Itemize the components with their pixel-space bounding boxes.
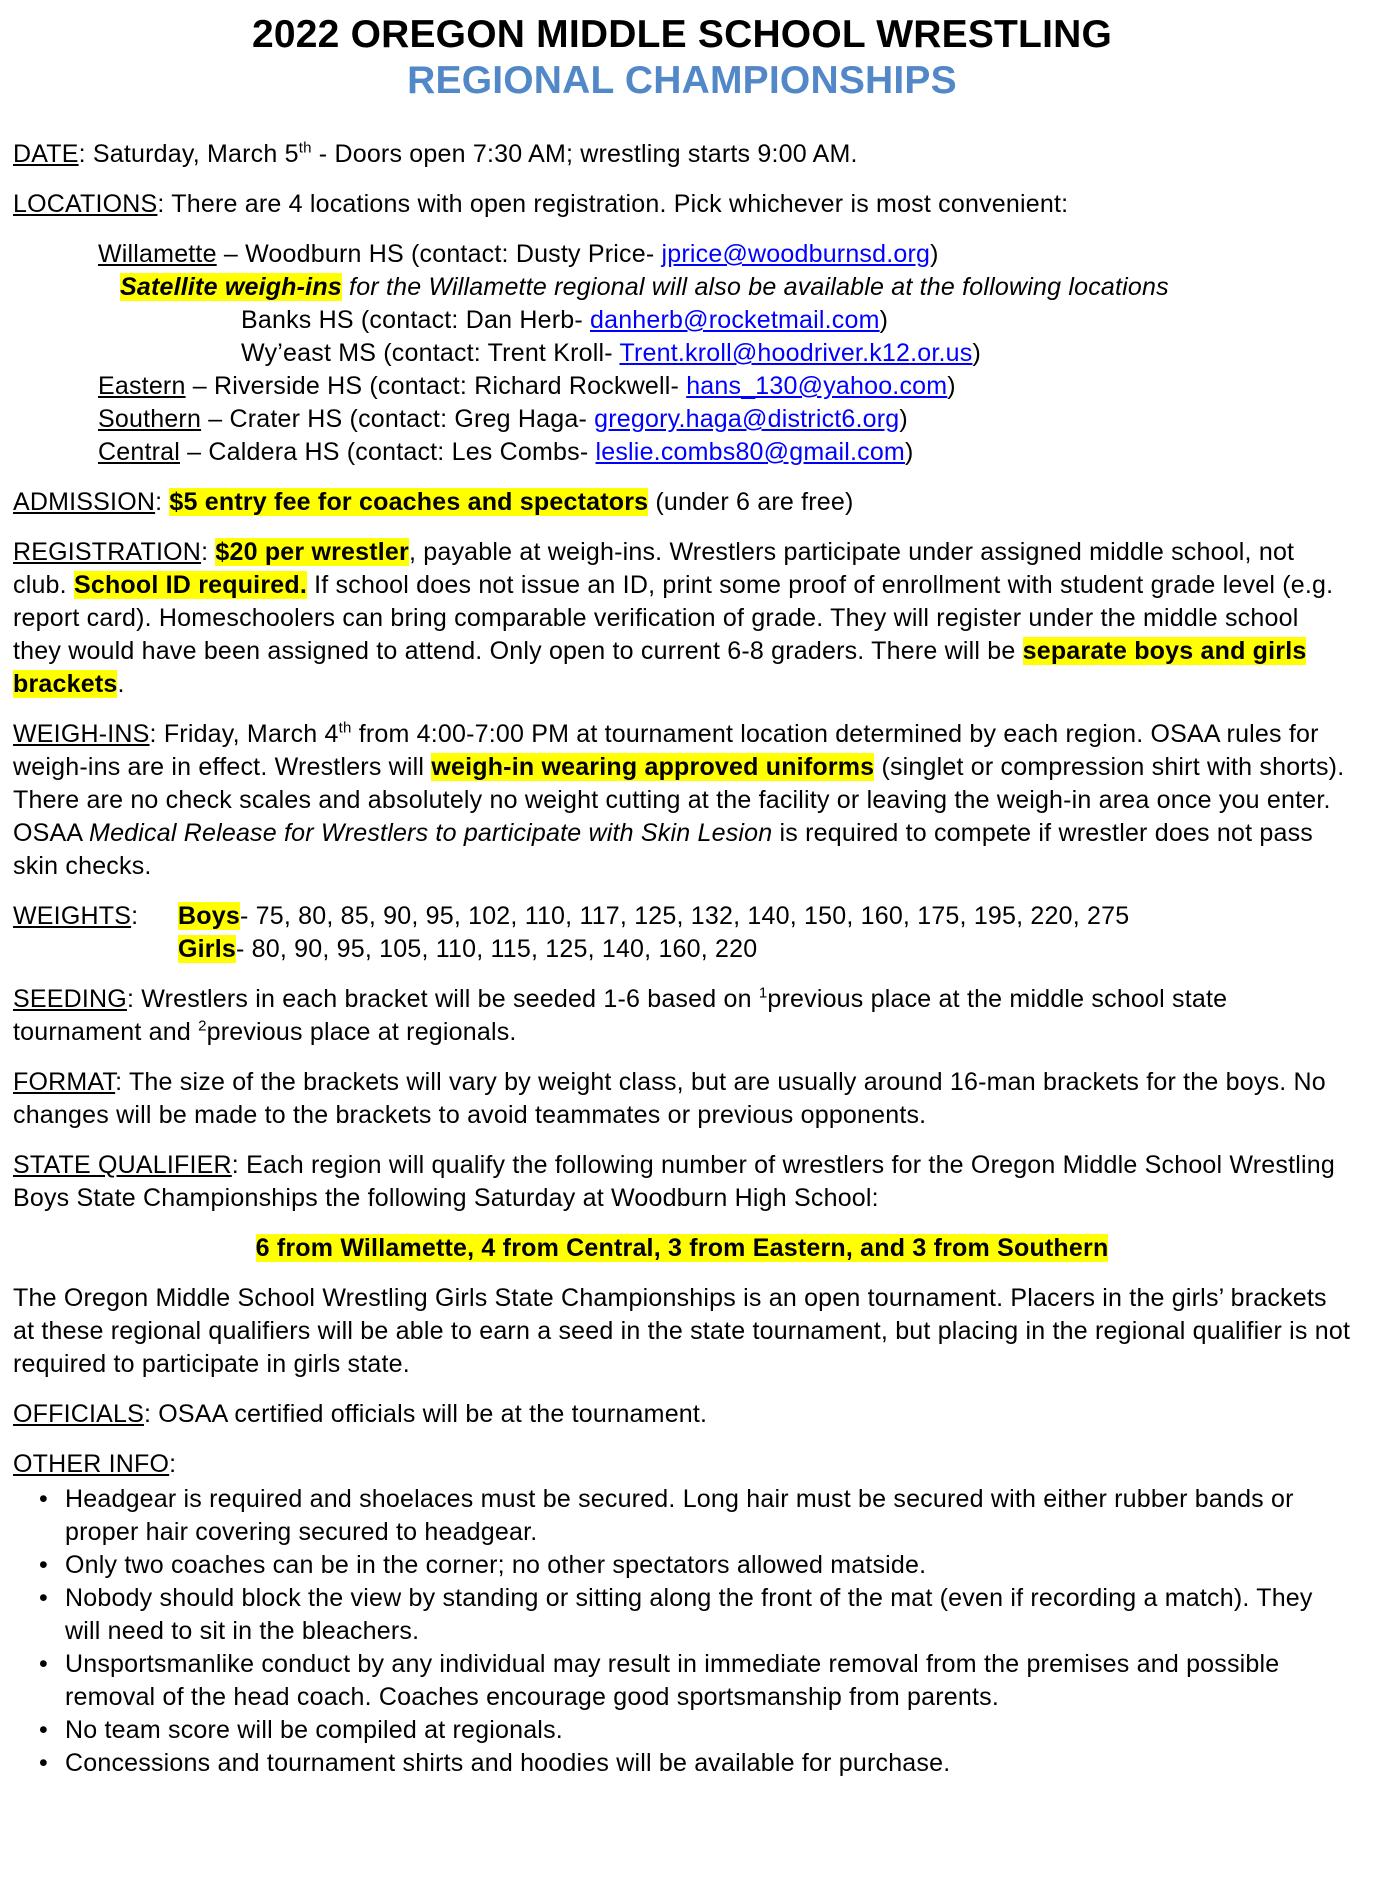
list-item-text: No team score will be compiled at regionals. xyxy=(65,1716,563,1744)
officials-text: : OSAA certified officials will be at the tournament. xyxy=(144,1400,708,1428)
date-text-post: - Doors open 7:30 AM; wrestling starts 9:00 AM. xyxy=(311,140,858,168)
bullet-icon: • xyxy=(39,1485,48,1513)
seeding-text-3: previous place at regionals. xyxy=(206,1018,517,1046)
list-item-text: Only two coaches can be in the corner; no other spectators allowed matside. xyxy=(65,1551,927,1579)
bullet-icon: • xyxy=(39,1716,48,1744)
weights-label: WEIGHTS xyxy=(13,902,132,930)
location-eastern xyxy=(98,370,1351,403)
seeding-text-1: : Wrestlers in each bracket will be seeded 1-6 based on xyxy=(126,985,759,1013)
location-central-text: – Caldera HS (contact: Les Combs- xyxy=(180,438,596,466)
locations-intro-paragraph xyxy=(13,188,1351,221)
list-item xyxy=(13,1549,1351,1582)
weights-lists xyxy=(178,900,1351,966)
locations-list xyxy=(13,238,1351,469)
bullet-icon: • xyxy=(39,1749,48,1777)
registration-label: REGISTRATION xyxy=(13,538,202,566)
seeding-label: SEEDING xyxy=(13,985,127,1013)
date-label: DATE xyxy=(13,140,79,168)
girls-open-paragraph: The Oregon Middle School Wrestling Girls State Championships is an open tournament. Placers in the girls’ brackets at these regional qualifiers will be able to earn a seed in the state tournament, but placing in the regional qualifier is not required to participate in girls state. xyxy=(13,1284,1351,1378)
other-info-label: OTHER INFO xyxy=(13,1450,170,1478)
date-ordinal-superscript: th xyxy=(298,139,312,157)
state-qualifier-paragraph xyxy=(13,1149,1351,1215)
admission-paragraph xyxy=(13,486,1351,519)
boys-weights-line xyxy=(178,900,1351,933)
admission-text-post: (under 6 are free) xyxy=(648,488,854,516)
list-item-text: Nobody should block the view by standing or sitting along the front of the mat (even if recording a match). They will need to sit in the bleachers. xyxy=(65,1584,1313,1645)
registration-paragraph xyxy=(13,536,1351,701)
region-name-willamette: Willamette xyxy=(98,240,217,268)
boys-weights-list: - 75, 80, 85, 90, 95, 102, 110, 117, 125, 132, 140, 150, 160, 175, 195, 220, 275 xyxy=(239,902,1130,930)
date-text-pre: : Saturday, March 5 xyxy=(78,140,299,168)
registration-text-3: . xyxy=(117,670,125,698)
date-paragraph xyxy=(13,138,1351,171)
location-willamette-text: – Woodburn HS (contact: Dusty Price- xyxy=(216,240,662,268)
registration-text-1: , payable at weigh-ins. Wrestlers participate under assigned middle school, not club. xyxy=(13,538,1295,599)
list-item xyxy=(13,1714,1351,1747)
location-wyeast xyxy=(241,337,1351,370)
location-eastern-text: – Riverside HS (contact: Richard Rockwell- xyxy=(185,372,687,400)
location-willamette-close: ) xyxy=(930,240,939,268)
location-wyeast-text: Wy’east MS (contact: Trent Kroll- xyxy=(241,339,620,367)
state-qualifier-label: STATE QUALIFIER xyxy=(13,1151,232,1179)
list-item xyxy=(13,1648,1351,1714)
weighins-text-2: (singlet or compression shirt with shorts). There are no check scales and absolutely no weight cutting at the facility or leaving the weigh-in area once you enter. OSAA xyxy=(13,753,1345,847)
bullet-icon: • xyxy=(39,1584,48,1612)
list-item-text: Concessions and tournament shirts and hoodies will be available for purchase. xyxy=(65,1749,951,1777)
seeding-paragraph xyxy=(13,983,1351,1049)
other-info-list xyxy=(13,1483,1351,1780)
region-name-central: Central xyxy=(98,438,180,466)
weighins-label: WEIGH-INS xyxy=(13,720,150,748)
location-eastern-close: ) xyxy=(947,372,956,400)
email-link-wyeast[interactable]: Trent.kroll@hoodriver.k12.or.us xyxy=(619,339,973,367)
officials-label: OFFICIALS xyxy=(13,1400,144,1428)
admission-colon: : xyxy=(155,488,170,516)
weighins-text-pre: : Friday, March 4 xyxy=(149,720,339,748)
qualifier-counts-highlight: 6 from Willamette, 4 from Central, 3 from Eastern, and 3 from Southern xyxy=(255,1234,1109,1262)
list-item-text: Unsportsmanlike conduct by any individual may result in immediate removal from the premises and possible removal of the head coach. Coaches encourage good sportsmanship from parents. xyxy=(65,1650,1280,1711)
region-name-southern: Southern xyxy=(98,405,202,433)
email-link-southern[interactable]: gregory.haga@district6.org xyxy=(594,405,900,433)
boys-highlight: Boys xyxy=(178,902,240,930)
location-southern-close: ) xyxy=(899,405,908,433)
registration-colon: : xyxy=(201,538,216,566)
seeding-text-2: previous place at the middle school state tournament and xyxy=(13,985,1228,1046)
bullet-icon: • xyxy=(39,1650,48,1678)
girls-weights-line xyxy=(178,933,1351,966)
locations-intro-text: : There are 4 locations with open registration. Pick whichever is most convenient: xyxy=(157,190,1069,218)
format-label: FORMAT xyxy=(13,1068,116,1096)
list-item-text: Headgear is required and shoelaces must be secured. Long hair must be secured with either rubber bands or proper hair covering secured to headgear. xyxy=(65,1485,1294,1546)
location-southern-text: – Crater HS (contact: Greg Haga- xyxy=(201,405,595,433)
email-link-eastern[interactable]: hans_130@yahoo.com xyxy=(686,372,948,400)
weighins-text-1: from 4:00-7:00 PM at tournament location determined by each region. OSAA rules for weigh-ins are in effect. Wrestlers will xyxy=(13,720,1319,781)
satellite-weighins-highlight: Satellite weigh-ins xyxy=(120,273,342,301)
location-wyeast-close: ) xyxy=(972,339,982,367)
weighins-paragraph xyxy=(13,718,1351,883)
region-name-eastern: Eastern xyxy=(98,372,186,400)
admission-fee-highlight: $5 entry fee for coaches and spectators xyxy=(169,488,649,516)
email-link-central[interactable]: leslie.combs80@gmail.com xyxy=(595,438,905,466)
girls-weights-list: - 80, 90, 95, 105, 110, 115, 125, 140, 160, 220 xyxy=(235,935,758,963)
format-paragraph xyxy=(13,1066,1351,1132)
location-banks-text: Banks HS (contact: Dan Herb- xyxy=(241,306,590,334)
format-text: : The size of the brackets will vary by weight class, but are usually around 16-man brackets for the boys. No changes will be made to the brackets to avoid teammates or previous opponents. xyxy=(13,1068,1326,1129)
bullet-icon: • xyxy=(39,1551,48,1579)
weights-colon: : xyxy=(131,902,139,930)
school-id-highlight: School ID required. xyxy=(73,571,307,599)
medical-release-italic: Medical Release for Wrestlers to participate with Skin Lesion xyxy=(89,819,773,847)
uniforms-highlight: weigh-in wearing approved uniforms xyxy=(431,753,875,781)
girls-highlight: Girls xyxy=(178,935,236,963)
page-title: 2022 OREGON MIDDLE SCHOOL WRESTLING xyxy=(251,13,1113,56)
location-central xyxy=(98,436,1351,469)
other-info-heading xyxy=(13,1448,1351,1481)
location-southern xyxy=(98,403,1351,436)
seeding-superscript-1: 1 xyxy=(758,984,768,1002)
seeding-superscript-2: 2 xyxy=(198,1017,207,1035)
officials-paragraph xyxy=(13,1398,1351,1431)
separate-brackets-highlight: separate boys and girls brackets xyxy=(13,637,1307,698)
location-central-close: ) xyxy=(904,438,914,466)
list-item xyxy=(13,1747,1351,1780)
registration-fee-highlight: $20 per wrestler xyxy=(215,538,409,566)
page-subtitle: REGIONAL CHAMPIONSHIPS xyxy=(407,59,957,102)
email-link-banks[interactable]: danherb@rocketmail.com xyxy=(590,306,880,334)
weighins-ordinal-superscript: th xyxy=(338,719,352,737)
list-item xyxy=(13,1483,1351,1549)
other-info-colon: : xyxy=(169,1450,177,1478)
location-willamette xyxy=(98,238,1351,271)
admission-label: ADMISSION xyxy=(13,488,156,516)
locations-label: LOCATIONS xyxy=(13,190,158,218)
weights-section xyxy=(13,900,1351,966)
list-item xyxy=(13,1582,1351,1648)
satellite-weighins-line xyxy=(120,271,1351,304)
weighins-text-3: is required to compete if wrestler does not pass skin checks. xyxy=(13,819,1313,880)
location-banks-close: ) xyxy=(879,306,889,334)
qualifier-counts-line xyxy=(13,1232,1351,1265)
location-banks xyxy=(241,304,1351,337)
weights-label-wrap xyxy=(13,900,178,933)
email-link-willamette[interactable]: jprice@woodburnsd.org xyxy=(661,240,931,268)
satellite-weighins-text: for the Willamette regional will also be available at the following locations xyxy=(341,273,1169,301)
registration-text-2: If school does not issue an ID, print some proof of enrollment with student grade level (e.g. report card). Homeschoolers can bring comparable verification of grade. They will register under the middle school they would have been assigned to attend. Only open to current 6-8 graders. There will be xyxy=(13,571,1334,665)
state-qualifier-text: : Each region will qualify the following number of wrestlers for the Oregon Middle School Wrestling Boys State Championships the following Saturday at Woodburn High School: xyxy=(13,1151,1335,1212)
